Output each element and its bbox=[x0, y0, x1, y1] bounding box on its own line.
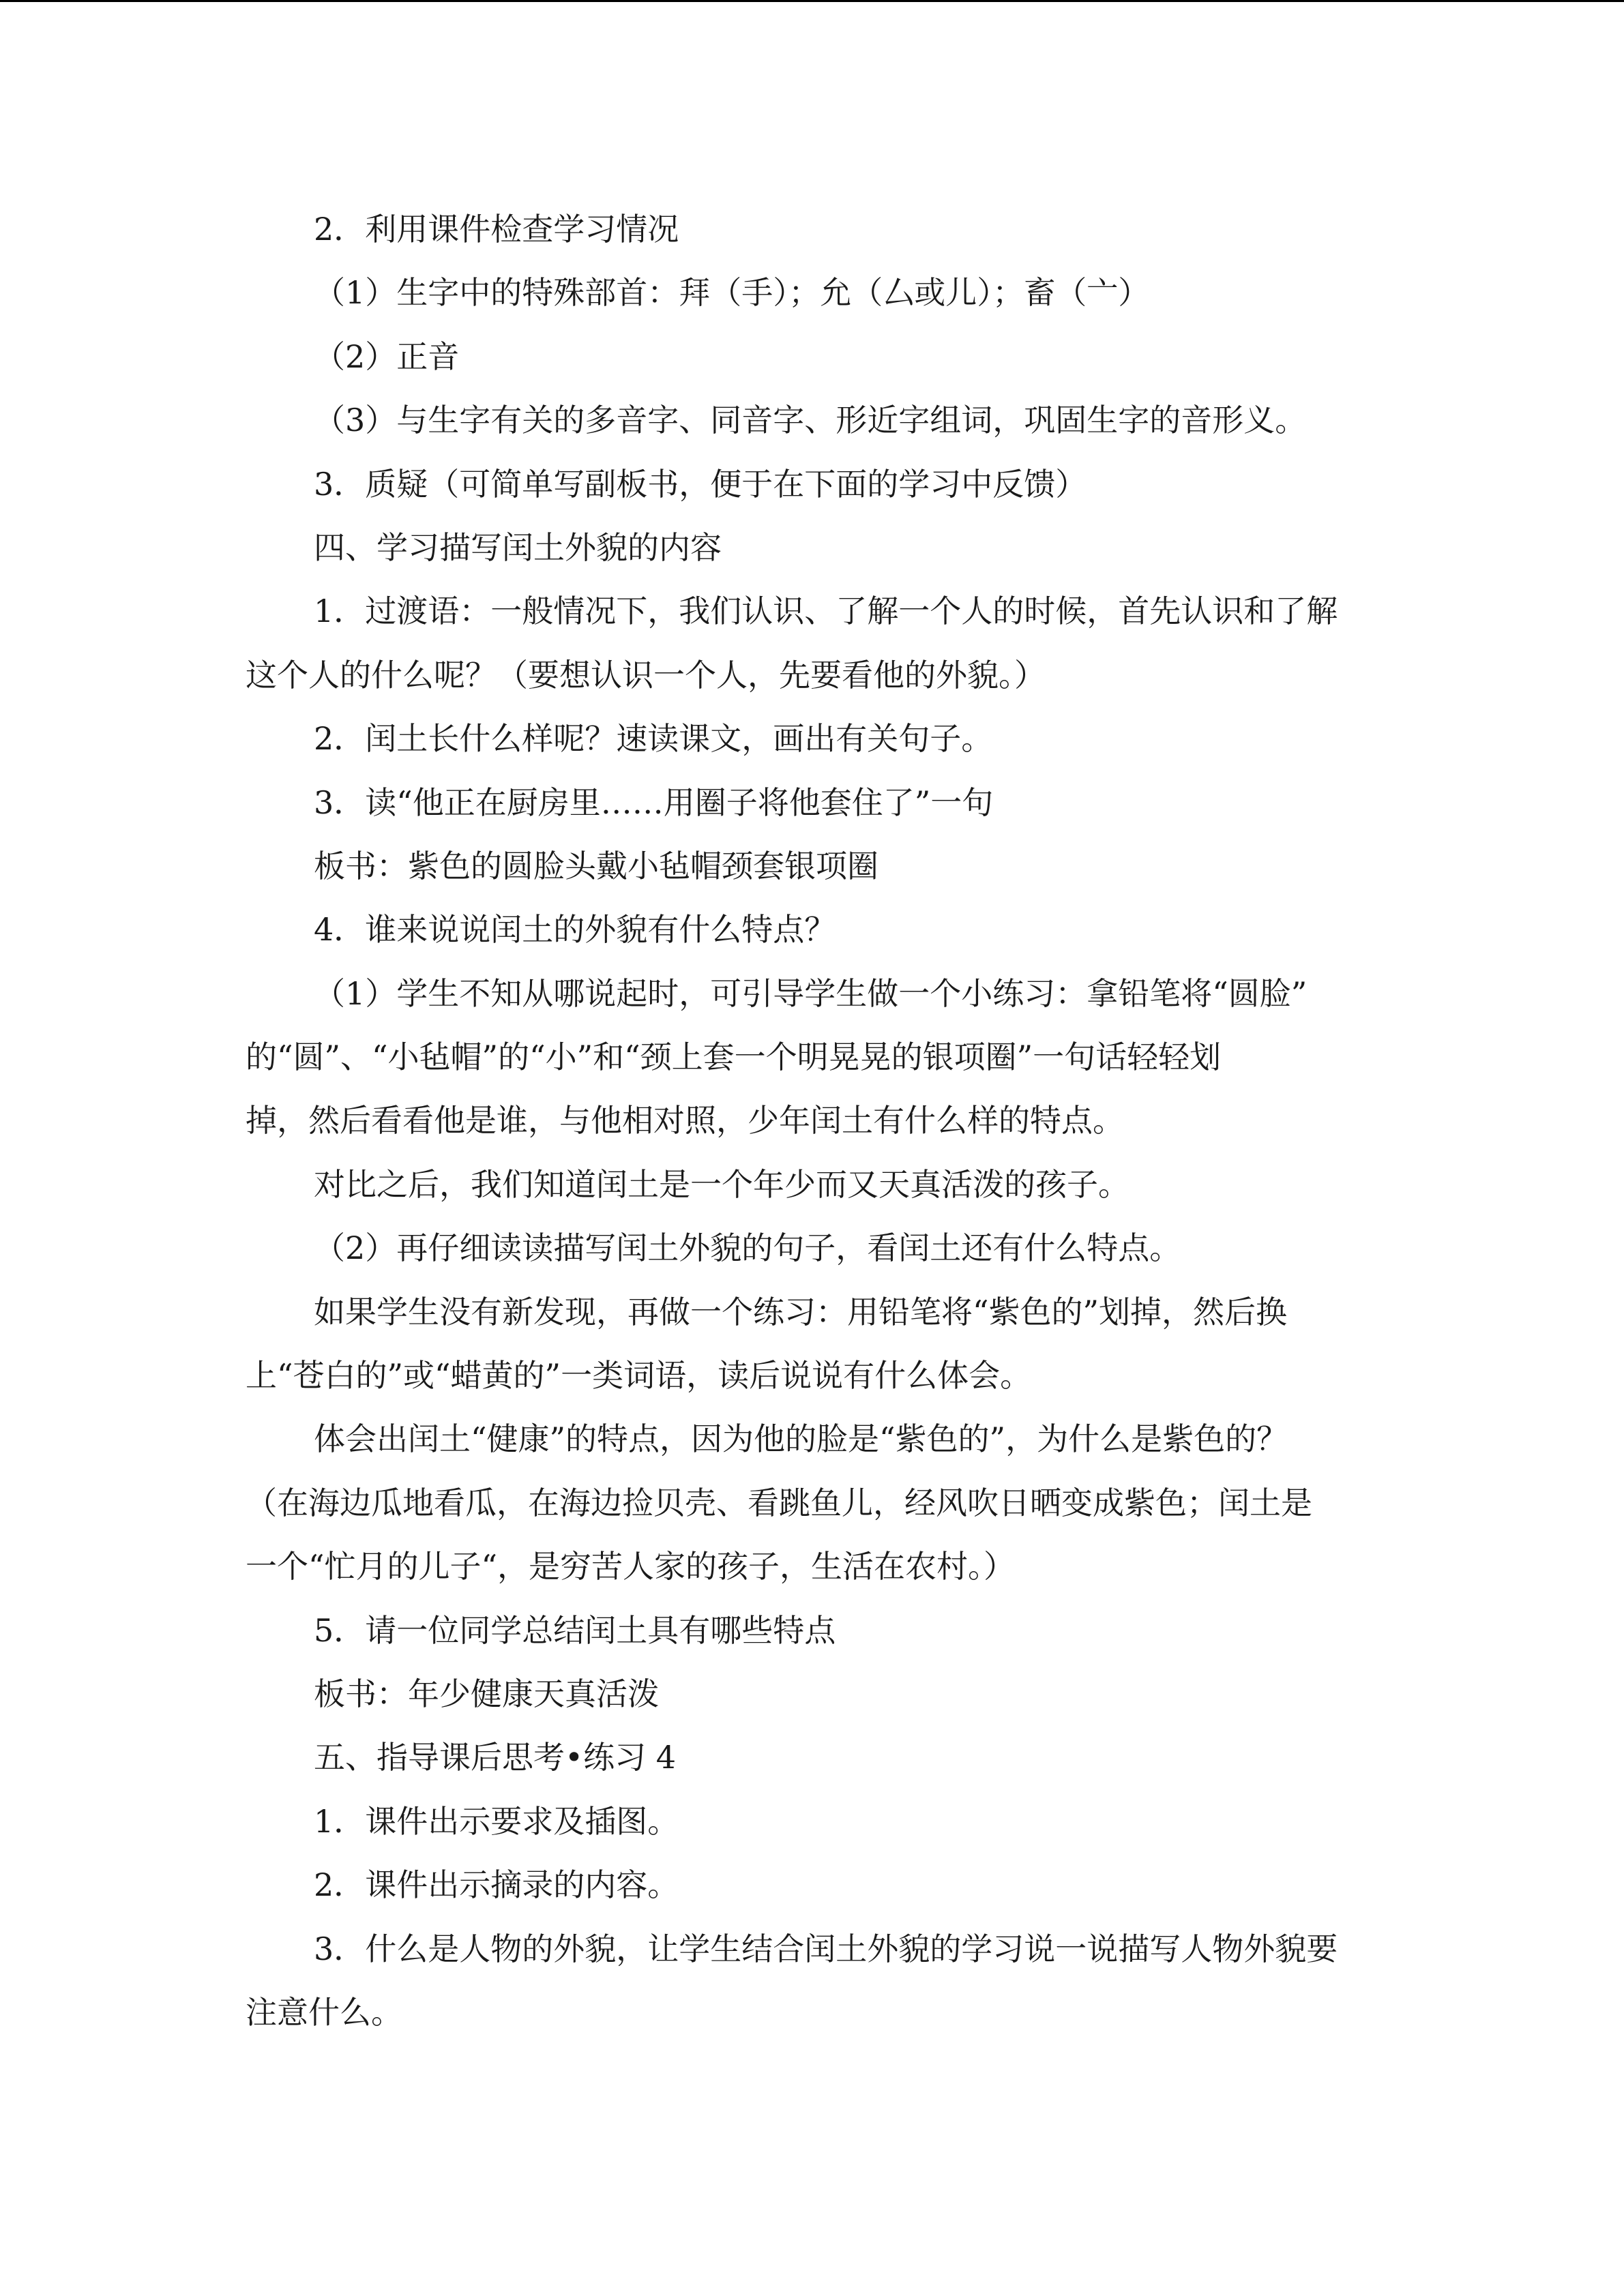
text-line: 注意什么。 bbox=[246, 1993, 402, 2031]
text-line: 3．质疑（可简单写副板书，便于在下面的学习中反馈） bbox=[314, 465, 1087, 503]
text-line: 这个人的什么呢？（要想认识一个人，先要看他的外貌。） bbox=[246, 656, 1046, 694]
text-line: 的“圆”、“小毡帽”的“小”和“颈上套一个明晃晃的银项圈”一句话轻轻划 bbox=[246, 1039, 1222, 1076]
section-heading: 四、学习描写闰土外貌的内容 bbox=[314, 528, 722, 566]
text-line: （1）学生不知从哪说起时，可引导学生做一个小练习：拿铅笔将“圆脸” bbox=[314, 974, 1308, 1012]
text-line: （2）再仔细读读描写闰土外貌的句子，看闰土还有什么特点。 bbox=[314, 1229, 1181, 1267]
text-line: 5．请一位同学总结闰土具有哪些特点 bbox=[314, 1611, 836, 1649]
text-line: 掉，然后看看他是谁，与他相对照，少年闰土有什么样的特点。 bbox=[246, 1102, 1124, 1139]
text-line: 上“苍白的”或“蜡黄的”一类词语，读后说说有什么体会。 bbox=[246, 1357, 1032, 1395]
text-line: 一个“忙月的儿子“，是穷苦人家的孩子，生活在农村。） bbox=[246, 1548, 1016, 1585]
text-line: 板书：年少健康天真活泼 bbox=[314, 1675, 659, 1712]
text-line: 2．利用课件检查学习情况 bbox=[314, 211, 679, 248]
text-line: 对比之后，我们知道闰土是一个年少而又天真活泼的孩子。 bbox=[314, 1165, 1130, 1203]
text-line: 2．闰土长什么样呢？速读课文，画出有关句子。 bbox=[314, 720, 993, 758]
text-line: 3．什么是人物的外貌，让学生结合闰土外貌的学习说一说描写人物外貌要 bbox=[314, 1930, 1338, 1967]
text-line: 2．课件出示摘录的内容。 bbox=[314, 1866, 679, 1904]
text-line: 体会出闰土“健康”的特点，因为他的脸是“紫色的”，为什么是紫色的？ bbox=[314, 1420, 1288, 1458]
text-line: （在海边瓜地看瓜，在海边捡贝壳、看跳鱼儿，经风吹日晒变成紫色；闰土是 bbox=[246, 1484, 1312, 1521]
text-line: （1）生字中的特殊部首：拜（手）；允（厶或儿）；畜（亠） bbox=[314, 274, 1150, 312]
text-line: 4．谁来说说闰土的外貌有什么特点？ bbox=[314, 911, 836, 949]
text-line: 板书：紫色的圆脸头戴小毡帽颈套银项圈 bbox=[314, 847, 879, 884]
text-line: 3．读“他正在厨房里……用圈子将他套住了”一句 bbox=[314, 784, 994, 821]
top-border-line bbox=[0, 0, 1624, 2]
text-line: （3）与生字有关的多音字、同音字、形近字组词，巩固生字的音形义。 bbox=[314, 402, 1307, 439]
document-body bbox=[246, 198, 1378, 2044]
text-line: 如果学生没有新发现，再做一个练习：用铅笔将“紫色的”划掉，然后换 bbox=[314, 1293, 1288, 1330]
section-heading: 五、指导课后思考•练习 4 bbox=[314, 1739, 677, 1776]
text-line: 1．过渡语：一般情况下，我们认识、了解一个人的时候，首先认识和了解 bbox=[314, 593, 1338, 630]
text-line: （2）正音 bbox=[314, 338, 460, 375]
text-line: 1．课件出示要求及插图。 bbox=[314, 1802, 679, 1840]
